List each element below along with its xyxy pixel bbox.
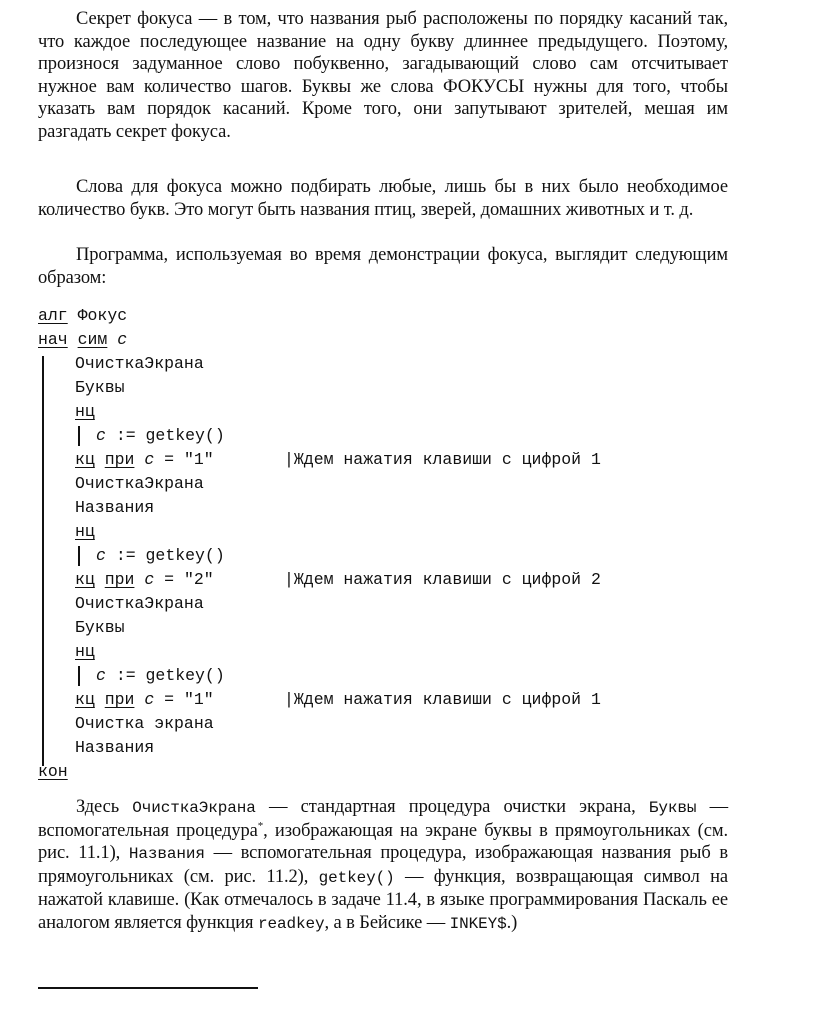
- keyword-alg: алг: [38, 306, 68, 325]
- code-line-nc-3: нц: [75, 642, 95, 661]
- code-line-getkey-1: c := getkey(): [96, 426, 225, 445]
- inline-code-names: Названия: [128, 845, 205, 864]
- paragraph-program-intro: Программа, используемая во время демонстрации фокуса, выглядит следующим образом:: [38, 245, 728, 288]
- code-line-nc-2: нц: [75, 522, 95, 541]
- inline-code-letters: Буквы: [648, 799, 697, 817]
- block-bar-loop-1: [78, 426, 80, 446]
- code-line-names-1: Названия: [75, 498, 155, 517]
- code-line-letters-1: Буквы: [75, 378, 125, 397]
- paragraph-explanation: Здесь ОчисткаЭкрана — стандартная процедура очистки экрана, Буквы — вспомогательная процедура*, изображающая на экране буквы в прямоугольниках (см. рис. 11.1), Названия — вспомогательная процедура, изображающая названия рыб в прямоугольниках (см. рис. 11.2), getkey() — функция, возвращающая символ на нажатой клавише. (Как отмечалось в задаче 11.4, в языке программирования Паскаль ее аналогом является функция readkey, а в Бейсике — INKEY$.): [38, 797, 728, 933]
- inline-code-inkey: INKEY$: [449, 914, 507, 933]
- block-bar-loop-2: [78, 546, 80, 566]
- code-line-clear-2: ОчисткаЭкрана: [75, 474, 204, 493]
- code-line-getkey-3: c := getkey(): [96, 666, 225, 685]
- algorithm-name: Фокус: [77, 306, 128, 325]
- block-bar-main: [42, 356, 44, 766]
- code-line-getkey-2: c := getkey(): [96, 546, 225, 565]
- inline-code-clear: ОчисткаЭкрана: [132, 799, 256, 817]
- footnote-separator: [38, 987, 258, 989]
- code-line-kc-1: кц при c = "1": [75, 450, 214, 469]
- paragraph-words: Слова для фокуса можно подбирать любые, лишь бы в них было необходимое количество букв. Это могут быть названия птиц, зверей, домашних животных и т. д.: [38, 177, 728, 220]
- inline-code-readkey: readkey: [257, 914, 325, 933]
- paragraph-secret: Секрет фокуса — в том, что названия рыб расположены по порядку касаний так, что каждое последующее название на одну букву длиннее предыдущего. Поэтому, произнося задуманное слово побуквенно, загадывающий слово сам отсчитывает нужное вам количество шагов. Буквы же слова ФОКУСЫ нужны для того, чтобы указать вам порядок касаний. Кроме того, они запутывают зрителей, мешая им разгадать секрет фокуса.: [38, 9, 728, 142]
- code-line-kon: кон: [38, 762, 68, 781]
- code-line-names-2: Названия: [75, 738, 155, 757]
- inline-code-getkey: getkey(): [318, 868, 395, 887]
- keyword-nach: нач: [38, 330, 68, 349]
- code-line-kc-2: кц при c = "2": [75, 570, 214, 589]
- code-line-nc-1: нц: [75, 402, 95, 421]
- code-line-nach: [38, 328, 127, 352]
- variable-c: c: [117, 330, 128, 349]
- footnote-mark: *: [257, 819, 264, 832]
- keyword-sim: сим: [77, 330, 108, 349]
- code-listing: [38, 304, 738, 784]
- code-line-kc-3: кц при c = "1": [75, 690, 214, 709]
- comment-2: |Ждем нажатия клавиши с цифрой 2: [284, 570, 601, 589]
- code-line-alg: [38, 304, 127, 328]
- code-line-letters-2: Буквы: [75, 618, 125, 637]
- code-line-clear-1: ОчисткаЭкрана: [75, 354, 204, 373]
- comment-3: |Ждем нажатия клавиши с цифрой 1: [284, 690, 601, 709]
- code-line-clear-3: ОчисткаЭкрана: [75, 594, 204, 613]
- block-bar-loop-3: [78, 666, 80, 686]
- comment-1: |Ждем нажатия клавиши с цифрой 1: [284, 450, 601, 469]
- code-line-clear-4: Очистка экрана: [75, 714, 214, 733]
